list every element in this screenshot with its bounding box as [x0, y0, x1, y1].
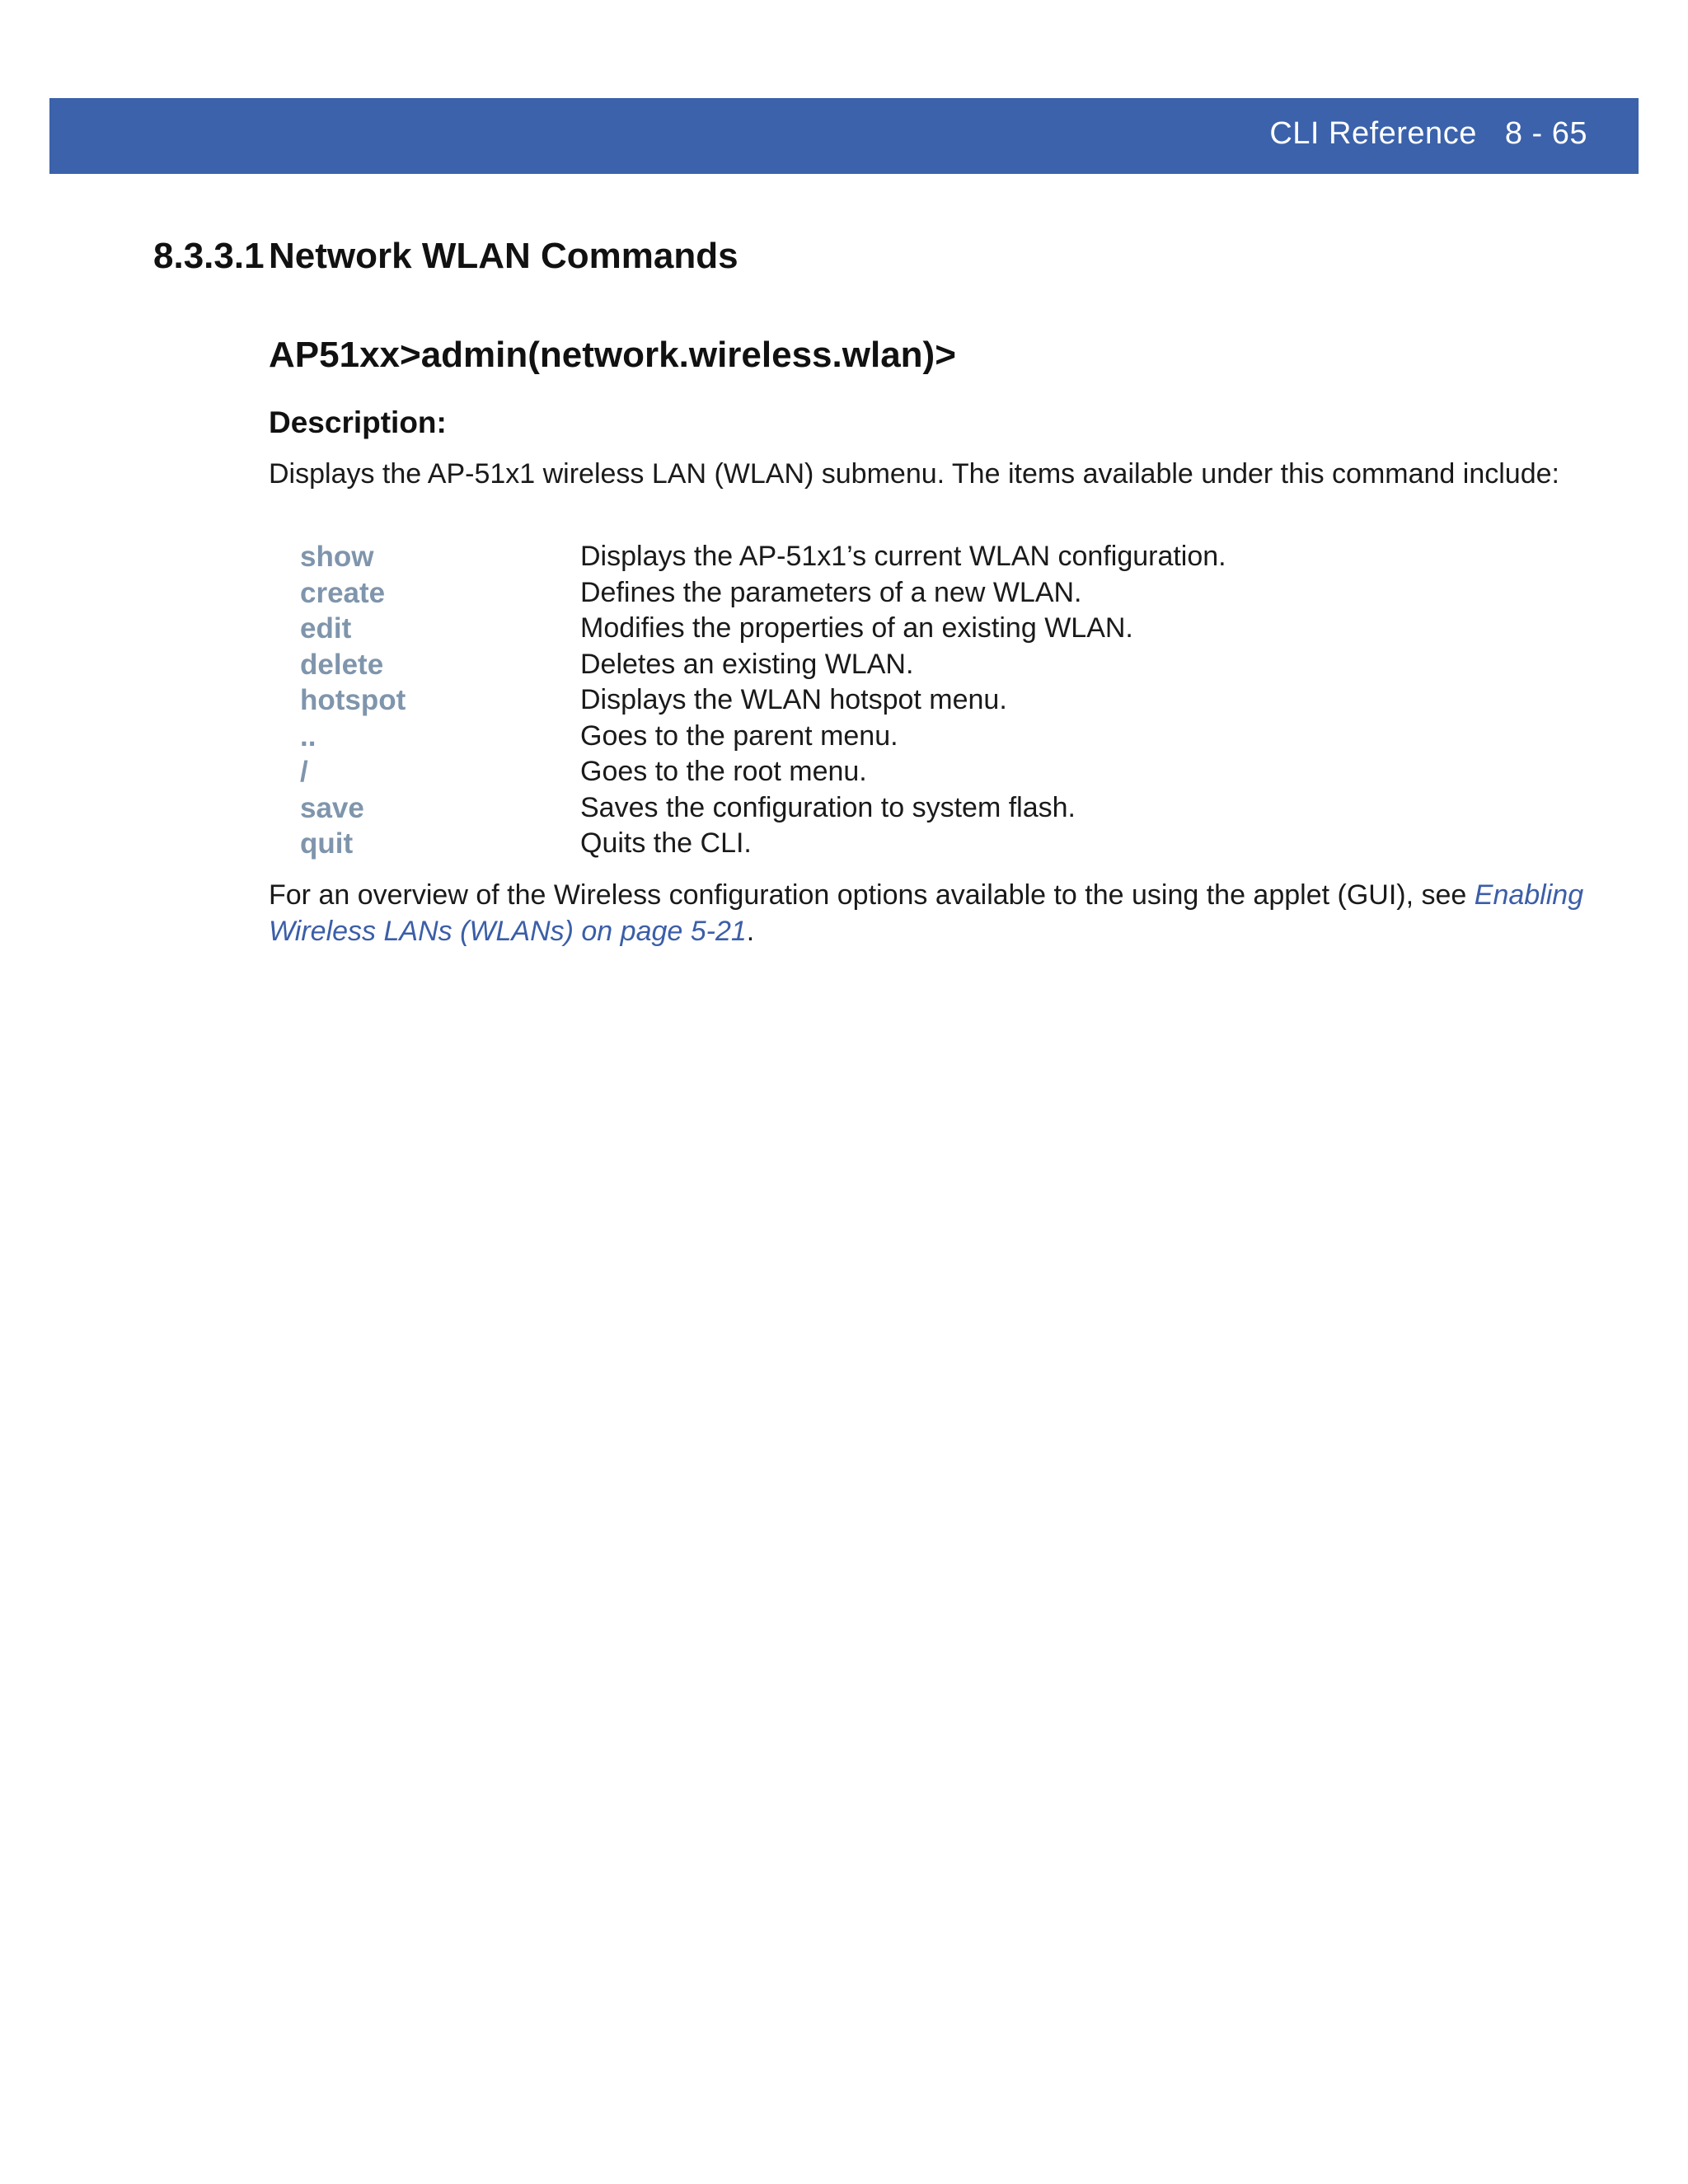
- command-table: [300, 539, 1619, 862]
- command-key: edit: [300, 612, 352, 644]
- command-key: delete: [300, 648, 384, 681]
- command-key: create: [300, 576, 386, 609]
- command-description: Goes to the parent menu.: [580, 719, 898, 752]
- page-header-bar: [49, 98, 1639, 174]
- command-row-edit: [300, 611, 1619, 647]
- command-description: Quits the CLI.: [580, 827, 752, 859]
- command-row-quit: [300, 826, 1619, 862]
- cross-reference-link[interactable]: Enabling Wireless LANs (WLANs) on page 5-21: [269, 879, 1584, 947]
- command-row-hotspot: [300, 682, 1619, 719]
- overview-text-end: .: [746, 916, 755, 947]
- command-key: show: [300, 541, 374, 573]
- description-text: Displays the AP-51x1 wireless LAN (WLAN) submenu. The items available under this command include:: [269, 458, 1559, 490]
- command-row-show: [300, 539, 1619, 575]
- command-row-root: [300, 754, 1619, 790]
- command-key: quit: [300, 827, 354, 860]
- command-description: Displays the AP-51x1’s current WLAN configuration.: [580, 541, 1226, 572]
- command-description: Goes to the root menu.: [580, 756, 867, 787]
- command-description: Saves the configuration to system flash.: [580, 791, 1076, 823]
- header-text: [1269, 116, 1587, 152]
- command-key: hotspot: [300, 684, 406, 716]
- chapter-title: CLI Reference: [1269, 116, 1477, 151]
- command-row-save: [300, 790, 1619, 827]
- description-label: Description:: [269, 405, 447, 439]
- command-description: Deletes an existing WLAN.: [580, 648, 914, 680]
- command-description: Displays the WLAN hotspot menu.: [580, 684, 1007, 715]
- command-row-parent: [300, 719, 1619, 755]
- command-key: ..: [300, 719, 316, 752]
- command-description: Modifies the properties of an existing WLAN.: [580, 612, 1133, 644]
- section-title: Network WLAN Commands: [269, 236, 738, 276]
- command-key: save: [300, 791, 364, 824]
- command-description: Defines the parameters of a new WLAN.: [580, 576, 1082, 608]
- command-prompt: AP51xx>admin(network.wireless.wlan)>: [269, 335, 956, 375]
- command-row-create: [300, 575, 1619, 612]
- overview-text: For an overview of the Wireless configuration options available to the using the applet (GUI), see: [269, 879, 1475, 911]
- section-number: 8.3.3.1: [153, 236, 265, 276]
- command-row-delete: [300, 647, 1619, 683]
- command-key: /: [300, 756, 308, 788]
- section-heading: [153, 236, 738, 277]
- overview-paragraph: [269, 877, 1620, 949]
- page-number: 8 - 65: [1504, 116, 1587, 151]
